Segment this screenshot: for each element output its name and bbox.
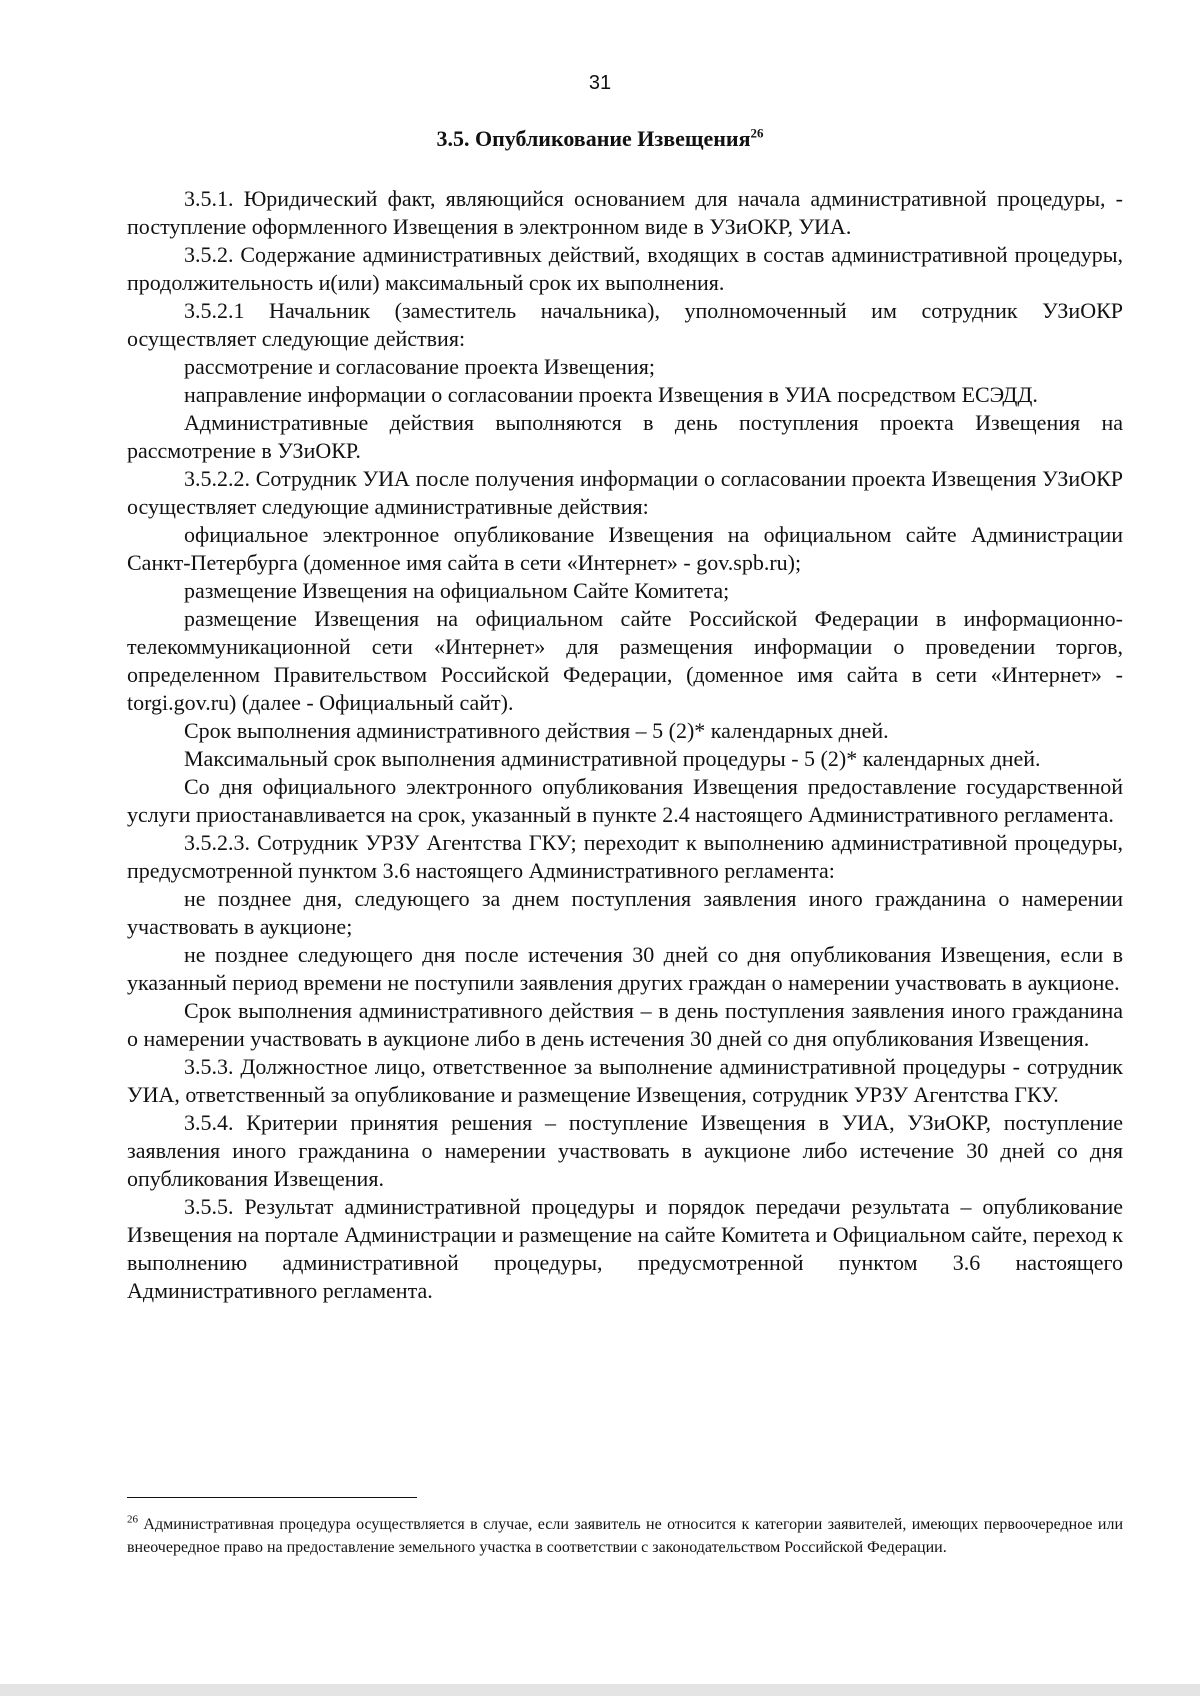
list-item: официальное электронное опубликование Извещения на официальном сайте Администрации Санкт-Петербурга (доменное имя сайта в сети «Интернет» - gov.spb.ru); [127,522,1123,575]
footnote [127,1513,1123,1559]
paragraph: Со дня официального электронного опубликования Извещения предоставление государственной услуги приостанавливается на срок, указанный в пункте 2.4 настоящего Административного регламента. [127,774,1123,827]
paragraph-3-5-2-3: 3.5.2.3. Сотрудник УРЗУ Агентства ГКУ; переходит к выполнению административной процедуры, предусмотренной пунктом 3.6 настоящего Административного регламента: [127,830,1123,883]
footnote-text: Административная процедура осуществляется в случае, если заявитель не относится к категории заявителей, имеющих первоочередное или внеочередное право на предоставление земельного участка в соответствии с законодательством Российской Федерации. [127,1516,1124,1556]
paragraph-3-5-2-1: 3.5.2.1 Начальник (заместитель начальника), уполномоченный им сотрудник УЗиОКР осуществляет следующие действия: [127,298,1123,351]
paragraph-3-5-2: 3.5.2. Содержание административных действий, входящих в состав административной процедуры, продолжительность и(или) максимальный срок их выполнения. [127,242,1123,295]
paragraph-3-5-4: 3.5.4. Критерии принятия решения – поступление Извещения в УИА, УЗиОКР, поступление заявления иного гражданина о намерении участвовать в аукционе либо истечение 30 дней со дня опубликования Извещения. [127,1110,1123,1191]
paragraph: Срок выполнения административного действия – 5 (2)* календарных дней. [184,718,889,743]
scan-bottom-edge [0,1684,1200,1696]
paragraph-3-5-5: 3.5.5. Результат административной процедуры и порядок передачи результата – опубликование Извещения на портале Администрации и размещение на сайте Комитета и Официальном сайте, переход к выполнению административной процедуры, предусмотренной пунктом 3.6 настоящего Административного регламента. [127,1194,1123,1303]
document-body [127,185,1123,1305]
paragraph-3-5-3: 3.5.3. Должностное лицо, ответственное за выполнение административной процедуры - сотрудник УИА, ответственный за опубликование и размещение Извещения, сотрудник УРЗУ Агентства ГКУ. [127,1054,1123,1107]
footnote-divider [127,1497,417,1498]
section-heading [0,126,1200,152]
list-item: не позднее дня, следующего за днем поступления заявления иного гражданина о намерении участвовать в аукционе; [127,886,1123,939]
paragraph: Максимальный срок выполнения административной процедуры - 5 (2)* календарных дней. [184,746,1041,771]
list-item: размещение Извещения на официальном Сайте Комитета; [184,578,730,603]
list-item: не позднее следующего дня после истечения 30 дней со дня опубликования Извещения, если в указанный период времени не поступили заявления других граждан о намерении участвовать в аукционе. [127,942,1123,995]
list-item: размещение Извещения на официальном сайте Российской Федерации в информационно-телекоммуникационной сети «Интернет» для размещения информации о проведении торгов, определенном Правительством Российской Федерации, (доменное имя сайта в сети «Интернет» - torgi.gov.ru) (далее - Официальный сайт). [127,606,1123,715]
section-title-text: 3.5. Опубликование Извещения [436,126,751,151]
list-item: направление информации о согласовании проекта Извещения в УИА посредством ЕСЭДД. [184,382,1038,407]
page-number: 31 [588,72,612,94]
footnote-reference: 26 [750,125,764,141]
paragraph-3-5-1: 3.5.1. Юридический факт, являющийся основанием для начала административной процедуры, - поступление оформленного Извещения в электронном виде в УЗиОКР, УИА. [127,186,1123,239]
paragraph-3-5-2-2: 3.5.2.2. Сотрудник УИА после получения информации о согласовании проекта Извещения УЗиОКР осуществляет следующие административные действия: [127,466,1123,519]
paragraph: Административные действия выполняются в день поступления проекта Извещения на рассмотрение в УЗиОКР. [127,410,1123,463]
list-item: рассмотрение и согласование проекта Извещения; [184,354,655,379]
paragraph: Срок выполнения административного действия – в день поступления заявления иного гражданина о намерении участвовать в аукционе либо в день истечения 30 дней со дня опубликования Извещения. [127,998,1123,1051]
footnote-marker: 26 [127,1513,138,1526]
